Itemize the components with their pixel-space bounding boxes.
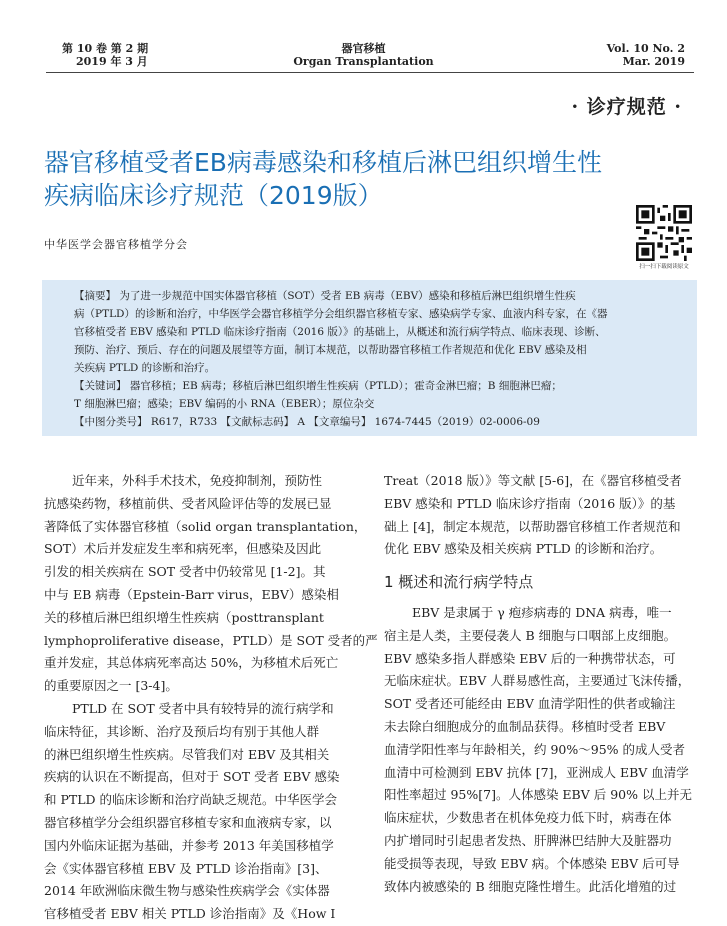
volume-issue-en: Vol. 10 No. 2 bbox=[606, 42, 685, 55]
body-line: 关的移植后淋巴组织增生性疾病（posttransplant bbox=[44, 609, 324, 625]
author: 中华医学会器官移植学分会 bbox=[44, 238, 188, 251]
volume-issue-text: 第 10 卷 第 2 期 bbox=[62, 42, 149, 55]
body-line: 2014 年欧洲临床微生物与感染性疾病学会《实体器 bbox=[44, 883, 330, 899]
body-line: 会《实体器官移植 EBV 及 PTLD 诊治指南》[3]、 bbox=[44, 860, 328, 876]
right-column bbox=[384, 470, 696, 898]
body-line: SOT 受者还可能经由 EBV 血清学阳性的供者或输注 bbox=[384, 696, 676, 712]
abstract-line: 病（PTLD）的诊断和治疗，中华医学会器官移植学分会组织器官移植专家、感染病学专家、血液内科专家，在《器 bbox=[74, 308, 608, 320]
body-line: 引发的相关疾病在 SOT 受者中仍较常见 [1-2]。其 bbox=[44, 564, 326, 580]
header-divider bbox=[46, 72, 694, 73]
body-line: 的重要原因之一 [3-4]。 bbox=[44, 678, 178, 694]
body-line: 无临床症状。EBV 人群易感性高，主要通过飞沫传播， bbox=[384, 673, 691, 689]
classification-line: 【中图分类号】 R617，R733 【文献标志码】 A 【文章编号】 1674-7445（2019）02-0006-09 bbox=[74, 416, 540, 428]
journal-name-cn: 器官移植 bbox=[341, 42, 386, 55]
body-line: 和 PTLD 的临床诊断和治疗尚缺乏规范。中华医学会 bbox=[44, 792, 338, 808]
body-line: 近年来，外科手术技术，免疫抑制剂，预防性 bbox=[72, 473, 323, 488]
body-line: 抗感染药物，移植前供、受者风险评估等的发展已显 bbox=[44, 495, 332, 511]
body-line: 疾病的认识在不断提高，但对于 SOT 受者 EBV 感染 bbox=[44, 769, 340, 785]
abstract-line: 关疾病 PTLD 的诊断和治疗。 bbox=[74, 362, 216, 374]
title-line-1: 器官移植受者EB病毒感染和移植后淋巴组织增生性 bbox=[44, 148, 602, 177]
abstract-line: 官移植受者 EBV 感染和 PTLD 临床诊疗指南（2016 版）》的基础上，从概述和流行病学特点、临床表现、诊断、 bbox=[74, 326, 606, 338]
body-line: 血清中可检测到 EBV 抗体 [7]，亚洲成人 EBV 血清学 bbox=[384, 764, 689, 780]
section-heading: 1 概述和流行病学特点 bbox=[384, 573, 534, 592]
left-column bbox=[44, 470, 378, 926]
body-line: 优化 EBV 感染及相关疾病 PTLD 的诊断和治疗。 bbox=[384, 541, 663, 557]
qr-caption: 扫一扫下载阅读原文 bbox=[639, 264, 689, 270]
body-line: SOT）术后并发症发生率和病死率，但感染及因此 bbox=[44, 541, 322, 557]
journal-name-en: Organ Transplantation bbox=[293, 55, 434, 68]
abstract-box bbox=[42, 280, 697, 436]
body-line: 未去除白细胞成分的血制品获得。移植时受者 EBV bbox=[384, 718, 666, 734]
body-line: 器官移植学分会组织器官移植专家和血液病专家，以 bbox=[44, 814, 332, 830]
body-line: PTLD 在 SOT 受者中具有较特异的流行病学和 bbox=[72, 700, 334, 716]
body-line: EBV 感染和 PTLD 临床诊疗指南（2016 版）》的基 bbox=[384, 495, 676, 511]
keywords-line: 【关键词】 器官移植；EB 病毒；移植后淋巴组织增生性疾病（PTLD）；霍奇金淋巴瘤；B 细胞淋巴瘤； bbox=[74, 380, 562, 392]
body-line: 临床症状，少数患者在机体免疫力低下时，病毒在体 bbox=[384, 810, 672, 826]
abstract-line: 【摘要】 为了进一步规范中国实体器官移植（SOT）受者 EB 病毒（EBV）感染和移植后淋巴组织增生性疾 bbox=[74, 290, 576, 302]
abstract-text bbox=[74, 287, 677, 431]
body-line: EBV 感染多指人群感染 EBV 后的一种携带状态，可 bbox=[384, 650, 676, 666]
article-title bbox=[44, 146, 664, 212]
date-text-cn: 2019 年 3 月 bbox=[76, 55, 148, 68]
body-line: 致体内被感染的 B 细胞克隆性增生。此活化增殖的过 bbox=[384, 878, 677, 894]
journal-volume-issue-en bbox=[607, 42, 685, 68]
section-label: · 诊疗规范 · bbox=[571, 96, 682, 118]
title-line-2: 疾病临床诊疗规范（2019版） bbox=[44, 181, 383, 210]
qr-code-icon bbox=[636, 205, 692, 261]
body-line: 官移植受者 EBV 相关 PTLD 诊治指南》及《How I bbox=[44, 906, 336, 922]
body-line: 临床特征，其诊断、治疗及预后均有别于其他人群 bbox=[44, 723, 320, 739]
body-line: 血清学阳性率与年龄相关，约 90%～95% 的成人受者 bbox=[384, 741, 686, 757]
abstract-line: 预防、治疗、预后、存在的问题及展望等方面，制订本规范，以帮助器官移植工作者规范和优化 EBV 感染及相 bbox=[74, 344, 587, 356]
body-line: 的淋巴组织增生性疾病。尽管我们对 EBV 及其相关 bbox=[44, 746, 330, 762]
date-text-en: Mar. 2019 bbox=[622, 55, 685, 68]
body-line: EBV 是隶属于 γ 疱疹病毒的 DNA 病毒，唯一 bbox=[412, 604, 672, 620]
body-line: Treat（2018 版）》等文献 [5-6]，在《器官移植受者 bbox=[384, 473, 682, 488]
body-line: 重并发症，其总体病死率高达 50%，为移植术后死亡 bbox=[44, 655, 339, 671]
body-line: 础上 [4]，制定本规范，以帮助器官移植工作者规范和 bbox=[384, 518, 681, 534]
body-line: 宿主是人类，主要侵袭人 B 细胞与口咽部上皮细胞。 bbox=[384, 627, 677, 643]
body-line: 国内外临床证据为基础，并参考 2013 年美国移植学 bbox=[44, 837, 334, 853]
body-line: 能受损等表现，导致 EBV 病。个体感染 EBV 后可导 bbox=[384, 855, 680, 871]
body-line: 内扩增同时引起患者发热、肝脾淋巴结肿大及脏器功 bbox=[384, 832, 672, 848]
body-line: 中与 EB 病毒（Epstein-Barr virus，EBV）感染相 bbox=[44, 586, 339, 602]
keywords-line: T 细胞淋巴瘤；感染；EBV 编码的小 RNA（EBER）；原位杂交 bbox=[74, 398, 375, 410]
body-line: 著降低了实体器官移植（solid organ transplantation， bbox=[44, 518, 367, 534]
body-line: lymphoproliferative disease，PTLD）是 SOT 受者的严 bbox=[44, 632, 378, 648]
body-line: 阳性率超过 95%[7]。人体感染 EBV 后 90% 以上并无 bbox=[384, 787, 692, 803]
